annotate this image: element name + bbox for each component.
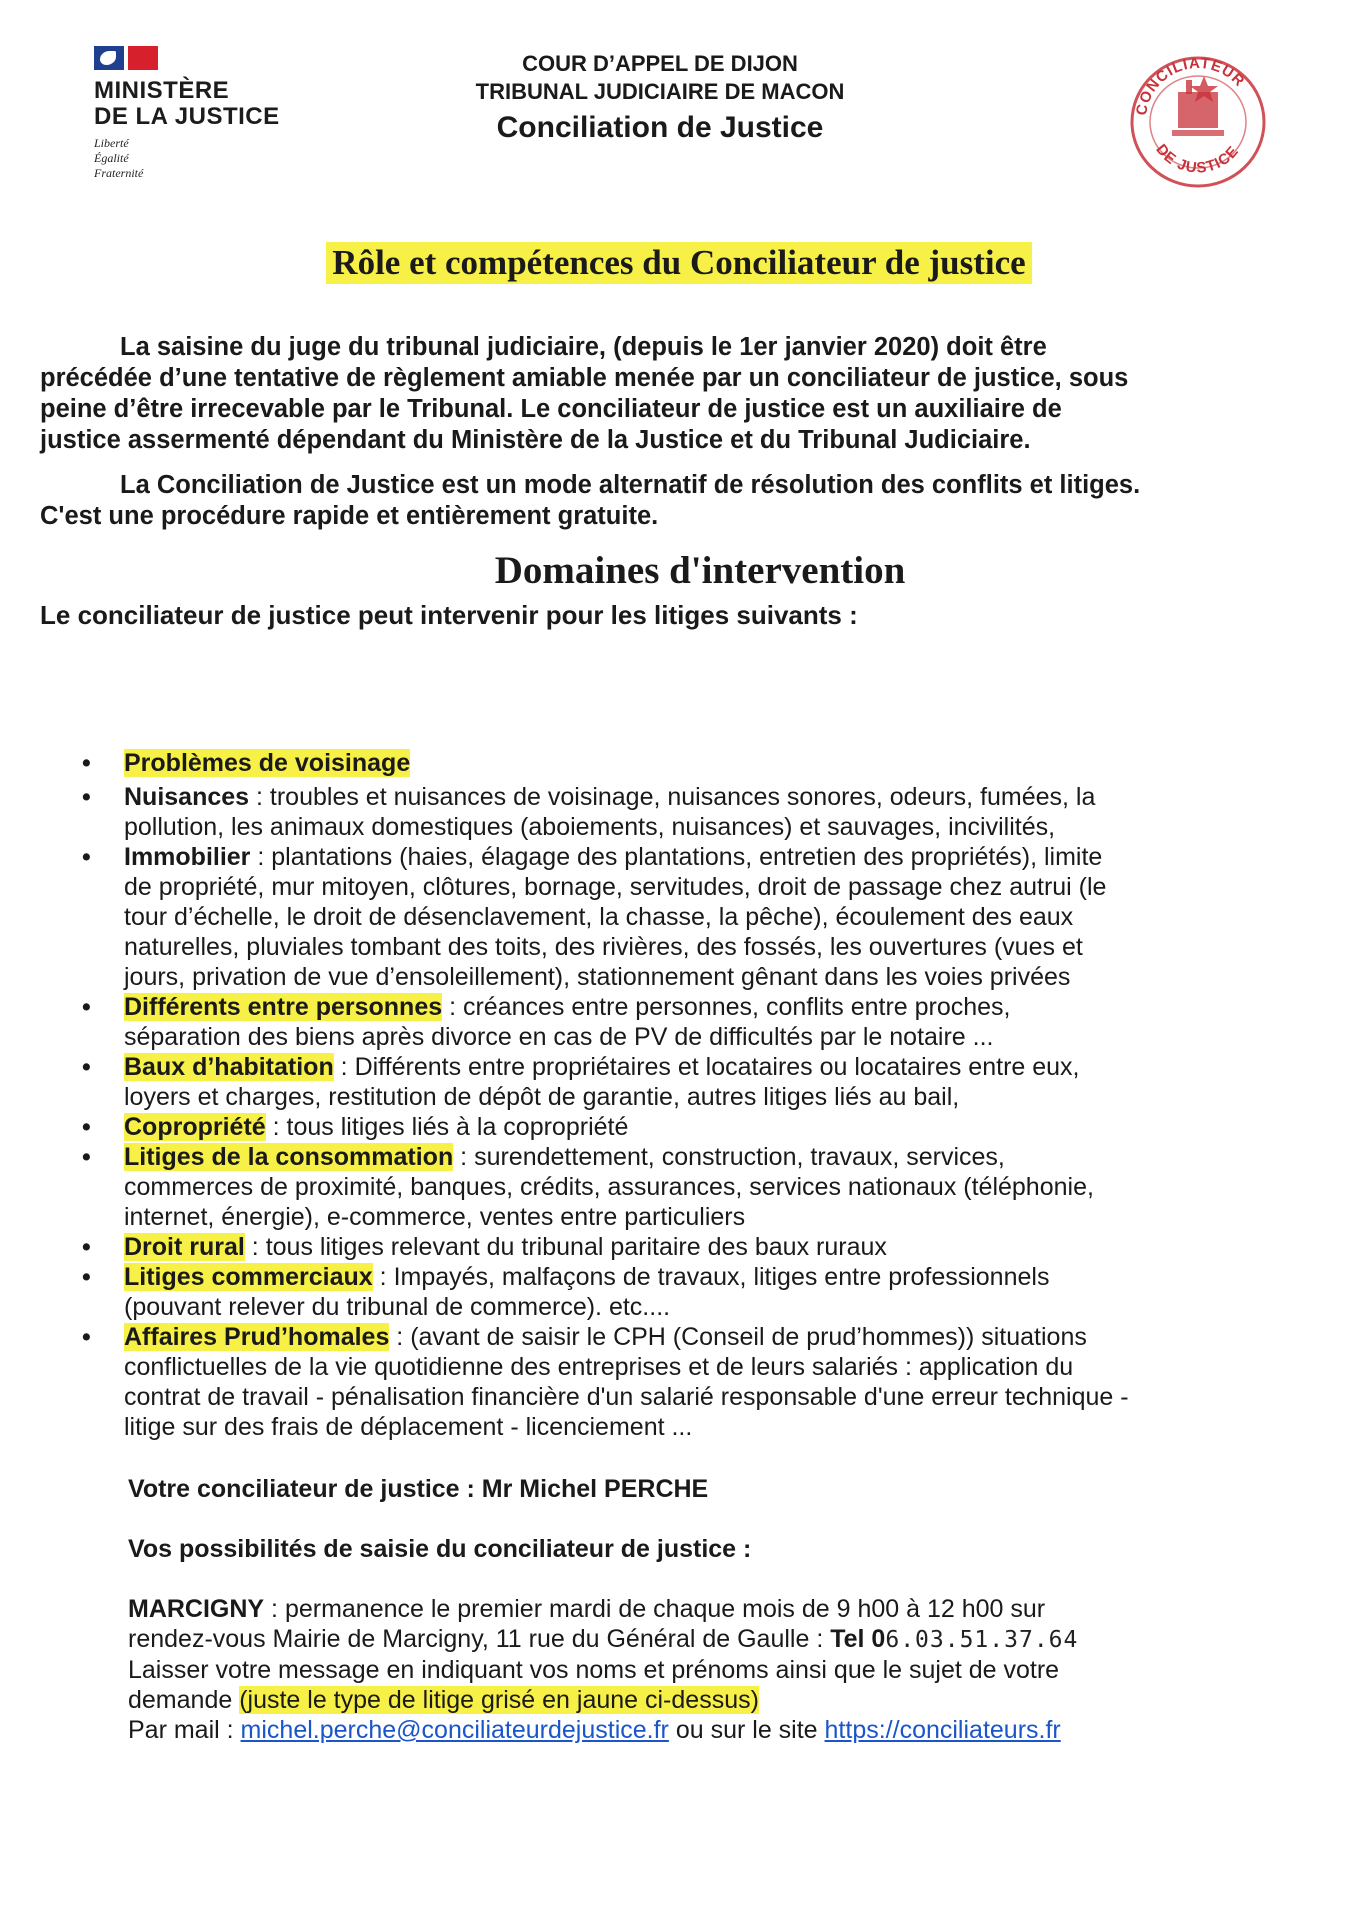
domains-intro: Le conciliateur de justice peut intervenir pour les litiges suivants : (40, 600, 858, 630)
domain-item: • Immobilier : plantations (haies, élagage des plantations, entretien des propriétés), limite de propriété, mur mitoyen, clôtures, bornage, servitudes, droit de passage chez autrui (le tour d’échelle, le droit de désenclavement, la chasse, la pêche), écoulement des eaux naturelles, pluviales tombant des toits, des rivières, des fossés, les ouvertures (vues et jours, privation de vue d’ensoleillement), stationnement gênant dans les voies privées (82, 843, 1107, 991)
domain-description: Différents entre propriétaires et locataires ou locataires entre eux, (354, 1053, 1080, 1081)
bullet-icon: • (82, 749, 91, 777)
phone-label: Tel 0 (830, 1625, 886, 1653)
domain-description: de propriété, mur mitoyen, clôtures, bornage, servitudes, droit de passage chez autrui (le (124, 873, 1107, 901)
svg-text:DE JUSTICE: DE JUSTICE (1152, 141, 1243, 177)
document-title: Rôle et compétences du Conciliateur de justice (326, 242, 1031, 284)
bullet-icon: • (82, 1143, 91, 1171)
bullet-icon: • (82, 1263, 91, 1291)
paragraph-referral: La saisine du juge du tribunal judiciaire, (depuis le 1er janvier 2020) doit être précédée d’une tentative de règlement amiable menée par un conciliateur de justice, sous peine d’être irrecevable par le Tribunal. Le conciliateur de justice est un auxiliaire de justice assermenté dépendant du Ministère de la Justice et du Tribunal Judiciaire. (40, 333, 1129, 454)
domain-description: litige sur des frais de déplacement - licenciement ... (124, 1413, 693, 1441)
marianne-flag-icon (94, 46, 164, 70)
domain-description: pollution, les animaux domestiques (aboiements, nuisances) et sauvages, incivilités, (124, 813, 1056, 841)
domain-description: commerces de proximité, banques, crédits, assurances, services nationaux (téléphonie, (124, 1173, 1094, 1201)
court-of-appeal: COUR D’APPEL DE DIJON (522, 51, 798, 76)
domain-item: • Copropriété : tous litiges liés à la copropriété (82, 1113, 629, 1141)
svg-text:CONCILIATEUR: CONCILIATEUR (1133, 54, 1249, 117)
domain-label: Différents entre personnes (124, 993, 443, 1021)
website-link[interactable]: https://conciliateurs.fr (824, 1716, 1061, 1744)
conciliator-name: Votre conciliateur de justice : Mr Michel PERCHE (128, 1475, 709, 1503)
domain-description: tous litiges relevant du tribunal paritaire des baux ruraux (265, 1233, 887, 1261)
domain-description: internet, énergie), e-commerce, ventes entre particuliers (124, 1203, 746, 1231)
contact-section (128, 1474, 1328, 1745)
permanence-info: MARCIGNY : permanence le premier mardi de chaque mois de 9 h00 à 12 h00 sur rendez-vous Mairie de Marcigny, 11 rue du Général de Gaulle : Tel 06.03.51.37.64 Laisser votre message en indiquant vos noms et prénoms ainsi que le sujet de votre demande (juste le type de litige grisé en jaune ci-dessus) Par mail : michel.perche@conciliateurdejustice.fr ou sur le site https://conciliateurs.fr (128, 1595, 1079, 1744)
intro-section (40, 332, 1330, 631)
domain-description: surendettement, construction, travaux, services, (474, 1143, 1005, 1171)
domain-description: troubles et nuisances de voisinage, nuisances sonores, odeurs, fumées, la (269, 783, 1096, 811)
bullet-icon: • (82, 993, 91, 1021)
bullet-icon: • (82, 1323, 91, 1351)
bullet-icon: • (82, 843, 91, 871)
domain-label: Litiges commerciaux (124, 1263, 373, 1291)
domain-description: naturelles, pluviales tombant des toits, des rivières, des fossés, les ouvertures (vues et (124, 933, 1083, 961)
domain-label: Baux d’habitation (124, 1053, 334, 1081)
domain-description: tour d’échelle, le droit de désenclavement, la chasse, la pêche), écoulement des eaux (124, 903, 1074, 931)
domain-label: Droit rural (124, 1233, 245, 1261)
domain-description: conflictuelles de la vie quotidienne des entreprises et de leurs salariés : application du (124, 1353, 1074, 1381)
domain-item: • Affaires Prud’homales : (avant de saisir le CPH (Conseil de prud’hommes)) situations conflictuelles de la vie quotidienne des entreprises et de leurs salariés : application du contrat de travail - pénalisation financière d'un salarié responsable d'une erreur technique - litige sur des frais de déplacement - licenciement ... (82, 1323, 1129, 1441)
service-name: Conciliation de Justice (496, 111, 824, 144)
ministry-name: MINISTÈRE DE LA JUSTICE (94, 77, 280, 130)
domain-item: • Litiges commerciaux : Impayés, malfaçons de travaux, litiges entre professionnels (pouvant relever du tribunal de commerce). etc.... (82, 1263, 1050, 1321)
domain-label: Nuisances (124, 783, 250, 811)
stamp-seal-icon (1116, 42, 1276, 192)
paragraph-conciliation: La Conciliation de Justice est un mode alternatif de résolution des conflits et litiges. C'est une procédure rapide et entièrement gratuite. (40, 471, 1141, 530)
domain-label: Affaires Prud’homales (124, 1323, 390, 1351)
bullet-icon: • (82, 783, 91, 811)
highlight-note: (juste le type de litige grisé en jaune ci-dessus) (239, 1686, 759, 1714)
domain-description: plantations (haies, élagage des plantations, entretien des propriétés), limite (271, 843, 1103, 871)
domain-item: • Droit rural : tous litiges relevant du tribunal paritaire des baux ruraux (82, 1233, 887, 1261)
domain-description: séparation des biens après divorce en cas de PV de difficultés par le notaire ... (124, 1023, 994, 1051)
referral-options-heading: Vos possibilités de saisie du conciliateur de justice : (128, 1535, 752, 1563)
domain-label: Problèmes de voisinage (124, 749, 411, 777)
republic-motto: Liberté Égalité Fraternité (94, 136, 144, 180)
court-heading (380, 50, 940, 148)
domain-description: Impayés, malfaçons de travaux, litiges entre professionnels (393, 1263, 1050, 1291)
domain-description: (pouvant relever du tribunal de commerce). etc.... (124, 1293, 671, 1321)
phone-number: 6.03.51.37.64 (885, 1627, 1079, 1653)
domain-item: • Différents entre personnes : créances entre personnes, conflits entre proches, séparation des biens après divorce en cas de PV de difficultés par le notaire ... (82, 993, 1011, 1051)
domain-description: créances entre personnes, conflits entre proches, (462, 993, 1011, 1021)
domains-list (80, 748, 1330, 1442)
domain-label: Immobilier (124, 843, 251, 871)
domain-description: contrat de travail - pénalisation financière d'un salarié responsable d'une erreur technique - (124, 1383, 1129, 1411)
domain-item: • Litiges de la consommation : surendettement, construction, travaux, services, commerces de proximité, banques, crédits, assurances, services nationaux (téléphonie, internet, énergie), e-commerce, ventes entre particuliers (82, 1143, 1094, 1231)
document-title-wrap (0, 242, 1358, 284)
domain-label: Litiges de la consommation (124, 1143, 454, 1171)
place-name: MARCIGNY (128, 1595, 265, 1623)
domain-description: loyers et charges, restitution de dépôt de garantie, autres litiges liés au bail, (124, 1083, 960, 1111)
domain-description: tous litiges liés à la copropriété (286, 1113, 629, 1141)
conciliator-stamp (1116, 42, 1276, 192)
judicial-tribunal: TRIBUNAL JUDICIAIRE DE MACON (475, 79, 845, 104)
bullet-icon: • (82, 1113, 91, 1141)
bullet-icon: • (82, 1233, 91, 1261)
domain-item: • Nuisances : troubles et nuisances de voisinage, nuisances sonores, odeurs, fumées, la pollution, les animaux domestiques (aboiements, nuisances) et sauvages, incivilités, (82, 783, 1096, 841)
domain-item (80, 748, 1330, 778)
email-link[interactable]: michel.perche@conciliateurdejustice.fr (240, 1716, 669, 1744)
document-header (0, 40, 1358, 200)
domain-description: jours, privation de vue d’ensoleillement), stationnement gênant dans les voies privées (124, 963, 1071, 991)
bullet-icon: • (82, 1053, 91, 1081)
domain-label: Copropriété (124, 1113, 266, 1141)
domain-item: • Baux d’habitation : Différents entre propriétaires et locataires ou locataires entre eux, loyers et charges, restitution de dépôt de garantie, autres litiges liés au bail, (82, 1053, 1080, 1111)
section-subtitle: Domaines d'intervention (494, 549, 906, 592)
ministry-logo (94, 46, 314, 181)
domain-description: (avant de saisir le CPH (Conseil de prud’hommes)) situations (410, 1323, 1087, 1351)
